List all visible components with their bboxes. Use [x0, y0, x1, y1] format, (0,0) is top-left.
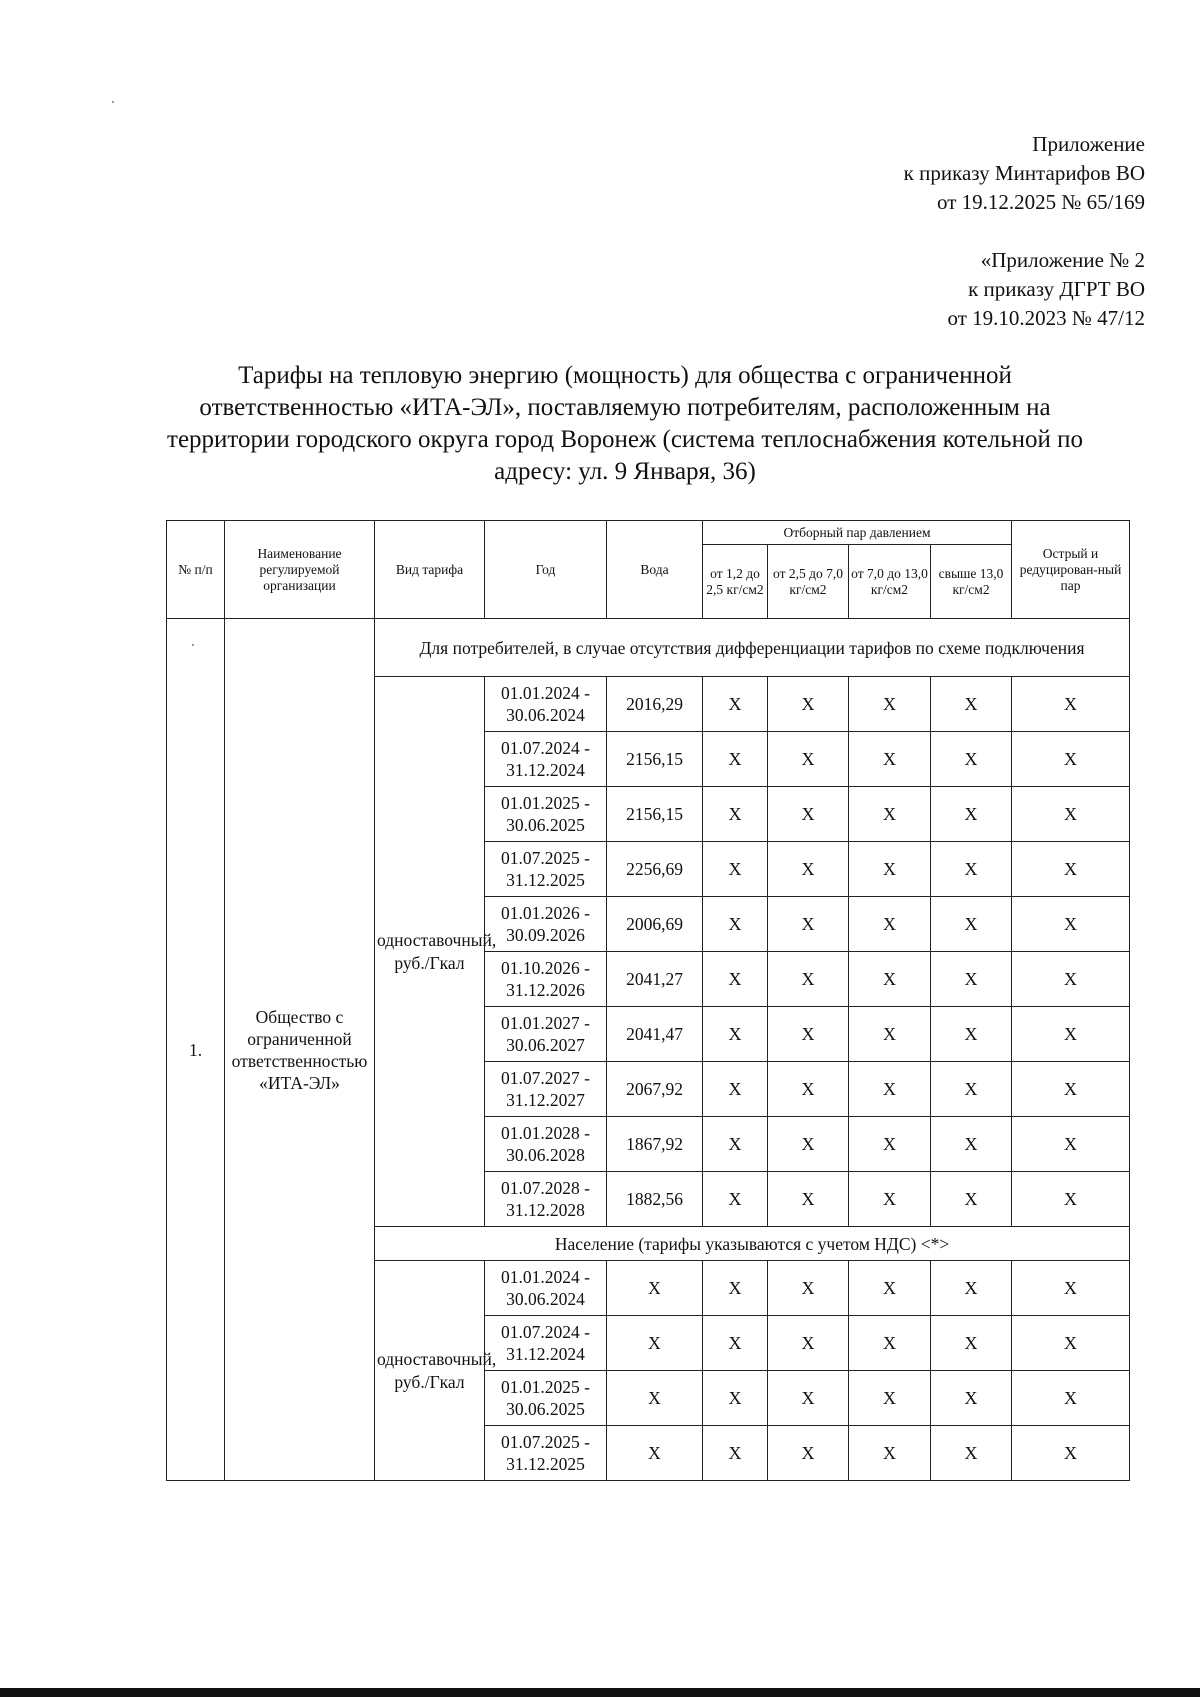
section-title: Население (тарифы указываются с учетом НДС) <*>	[375, 1227, 1130, 1261]
steam-tariff-cell: X	[703, 787, 768, 842]
steam-tariff-cell: X	[849, 732, 931, 787]
steam-tariff-cell: X	[849, 787, 931, 842]
period-cell: 01.01.2028 - 30.06.2028	[485, 1117, 607, 1172]
steam-tariff-cell: X	[1012, 787, 1130, 842]
section-title: Для потребителей, в случае отсутствия дифференциации тарифов по схеме подключения	[375, 619, 1130, 677]
period-cell: 01.07.2028 - 31.12.2028	[485, 1172, 607, 1227]
steam-tariff-cell: X	[703, 897, 768, 952]
steam-tariff-cell: X	[931, 1426, 1012, 1481]
tariff-table	[166, 520, 1130, 1481]
steam-tariff-cell: X	[768, 1062, 849, 1117]
original-header-line3: от 19.10.2023 № 47/12	[947, 306, 1145, 330]
steam-tariff-cell: X	[849, 677, 931, 732]
steam-tariff-cell: X	[703, 732, 768, 787]
header-org: Наименование регулируемой организации	[225, 521, 375, 619]
row-number: 1.	[167, 619, 225, 1481]
water-tariff-cell: 1867,92	[607, 1117, 703, 1172]
steam-tariff-cell: X	[768, 842, 849, 897]
steam-tariff-cell: X	[849, 897, 931, 952]
water-tariff-cell: 2256,69	[607, 842, 703, 897]
steam-tariff-cell: X	[703, 677, 768, 732]
water-tariff-cell: 2016,29	[607, 677, 703, 732]
steam-tariff-cell: X	[703, 1316, 768, 1371]
period-cell: 01.01.2024 - 30.06.2024	[485, 677, 607, 732]
steam-tariff-cell: X	[931, 952, 1012, 1007]
steam-tariff-cell: X	[931, 842, 1012, 897]
water-tariff-cell: 2156,15	[607, 732, 703, 787]
period-cell: 01.10.2026 - 31.12.2026	[485, 952, 607, 1007]
steam-tariff-cell: X	[703, 1261, 768, 1316]
period-cell: 01.01.2026 - 30.09.2026	[485, 897, 607, 952]
steam-tariff-cell: X	[849, 842, 931, 897]
steam-tariff-cell: X	[768, 1007, 849, 1062]
steam-tariff-cell: X	[1012, 1007, 1130, 1062]
steam-tariff-cell: X	[1012, 1371, 1130, 1426]
steam-tariff-cell: X	[849, 1007, 931, 1062]
steam-tariff-cell: X	[1012, 1172, 1130, 1227]
appendix-header	[904, 130, 1145, 217]
steam-tariff-cell: X	[703, 1062, 768, 1117]
steam-tariff-cell: X	[1012, 677, 1130, 732]
steam-tariff-cell: X	[703, 1172, 768, 1227]
steam-tariff-cell: X	[849, 952, 931, 1007]
steam-tariff-cell: X	[703, 1007, 768, 1062]
steam-tariff-cell: X	[849, 1371, 931, 1426]
tariff-type: одноставочный, руб./Гкал	[375, 1261, 485, 1481]
header-steam-7-13: от 7,0 до 13,0 кг/см2	[849, 545, 931, 619]
steam-tariff-cell: X	[931, 1007, 1012, 1062]
appendix-header-line3: от 19.12.2025 № 65/169	[936, 190, 1145, 214]
period-cell: 01.01.2025 - 30.06.2025	[485, 787, 607, 842]
period-cell: 01.07.2024 - 31.12.2024	[485, 732, 607, 787]
steam-tariff-cell: X	[768, 732, 849, 787]
header-steam-over-13: свыше 13,0 кг/см2	[931, 545, 1012, 619]
header-steam-2-5-7: от 2,5 до 7,0 кг/см2	[768, 545, 849, 619]
header-water: Вода	[607, 521, 703, 619]
steam-tariff-cell: X	[931, 1172, 1012, 1227]
steam-tariff-cell: X	[849, 1426, 931, 1481]
period-cell: 01.01.2024 - 30.06.2024	[485, 1261, 607, 1316]
steam-tariff-cell: X	[768, 952, 849, 1007]
period-cell: 01.01.2025 - 30.06.2025	[485, 1371, 607, 1426]
water-tariff-cell: 2041,47	[607, 1007, 703, 1062]
appendix-header-line2: к приказу Минтарифов ВО	[903, 161, 1145, 185]
steam-tariff-cell: X	[931, 1371, 1012, 1426]
steam-tariff-cell: X	[931, 1261, 1012, 1316]
steam-tariff-cell: X	[931, 732, 1012, 787]
water-tariff-cell: 2156,15	[607, 787, 703, 842]
header-steam-group: Отборный пар давлением	[703, 521, 1012, 545]
steam-tariff-cell: X	[931, 787, 1012, 842]
steam-tariff-cell: X	[703, 952, 768, 1007]
header-year: Год	[485, 521, 607, 619]
water-tariff-cell: 2067,92	[607, 1062, 703, 1117]
steam-tariff-cell: X	[1012, 952, 1130, 1007]
original-header-line1: «Приложение № 2	[980, 248, 1145, 272]
steam-tariff-cell: X	[1012, 1261, 1130, 1316]
scan-speck	[112, 101, 114, 103]
steam-tariff-cell: X	[931, 677, 1012, 732]
water-tariff-cell: 2041,27	[607, 952, 703, 1007]
section-row	[167, 619, 1130, 677]
steam-tariff-cell: X	[931, 1062, 1012, 1117]
appendix-header-line1: Приложение	[1032, 132, 1145, 156]
steam-tariff-cell: X	[849, 1062, 931, 1117]
steam-tariff-cell: X	[1012, 1062, 1130, 1117]
steam-tariff-cell: X	[1012, 897, 1130, 952]
scan-edge-bar	[0, 1688, 1200, 1697]
tariff-type: одноставочный, руб./Гкал	[375, 677, 485, 1227]
steam-tariff-cell: X	[1012, 842, 1130, 897]
water-tariff-cell: X	[607, 1261, 703, 1316]
organization-name: Общество с ограниченной ответственностью «ИТА-ЭЛ»	[225, 619, 375, 1481]
water-tariff-cell: X	[607, 1426, 703, 1481]
water-tariff-cell: X	[607, 1316, 703, 1371]
header-steam-1-2-5: от 1,2 до 2,5 кг/см2	[703, 545, 768, 619]
steam-tariff-cell: X	[768, 1371, 849, 1426]
steam-tariff-cell: X	[849, 1261, 931, 1316]
period-cell: 01.07.2025 - 31.12.2025	[485, 1426, 607, 1481]
steam-tariff-cell: X	[768, 897, 849, 952]
steam-tariff-cell: X	[849, 1117, 931, 1172]
original-header-line2: к приказу ДГРТ ВО	[968, 277, 1145, 301]
steam-tariff-cell: X	[703, 1117, 768, 1172]
steam-tariff-cell: X	[931, 897, 1012, 952]
steam-tariff-cell: X	[703, 842, 768, 897]
steam-tariff-cell: X	[768, 1117, 849, 1172]
header-sharp-steam: Острый и редуцирован-ный пар	[1012, 521, 1130, 619]
steam-tariff-cell: X	[849, 1172, 931, 1227]
steam-tariff-cell: X	[768, 1172, 849, 1227]
steam-tariff-cell: X	[768, 677, 849, 732]
original-appendix-header	[947, 246, 1145, 333]
steam-tariff-cell: X	[849, 1316, 931, 1371]
steam-tariff-cell: X	[1012, 732, 1130, 787]
steam-tariff-cell: X	[768, 1426, 849, 1481]
steam-tariff-cell: X	[1012, 1316, 1130, 1371]
steam-tariff-cell: X	[703, 1371, 768, 1426]
water-tariff-cell: X	[607, 1371, 703, 1426]
steam-tariff-cell: X	[931, 1316, 1012, 1371]
steam-tariff-cell: X	[768, 1316, 849, 1371]
period-cell: 01.07.2024 - 31.12.2024	[485, 1316, 607, 1371]
period-cell: 01.07.2025 - 31.12.2025	[485, 842, 607, 897]
steam-tariff-cell: X	[703, 1426, 768, 1481]
period-cell: 01.07.2027 - 31.12.2027	[485, 1062, 607, 1117]
steam-tariff-cell: X	[768, 1261, 849, 1316]
header-num: № п/п	[167, 521, 225, 619]
water-tariff-cell: 2006,69	[607, 897, 703, 952]
header-tariff-type: Вид тарифа	[375, 521, 485, 619]
steam-tariff-cell: X	[768, 787, 849, 842]
document-title: Тарифы на тепловую энергию (мощность) для общества с ограниченной ответственностью «ИТА-ЭЛ», поставляемую потребителям, расположенным на территории городского округа город Воронеж (система теплоснабжения котельной по адресу: ул. 9 Января, 36)	[167, 362, 1083, 485]
steam-tariff-cell: X	[1012, 1117, 1130, 1172]
water-tariff-cell: 1882,56	[607, 1172, 703, 1227]
steam-tariff-cell: X	[1012, 1426, 1130, 1481]
period-cell: 01.01.2027 - 30.06.2027	[485, 1007, 607, 1062]
scan-speck	[192, 644, 194, 646]
steam-tariff-cell: X	[931, 1117, 1012, 1172]
